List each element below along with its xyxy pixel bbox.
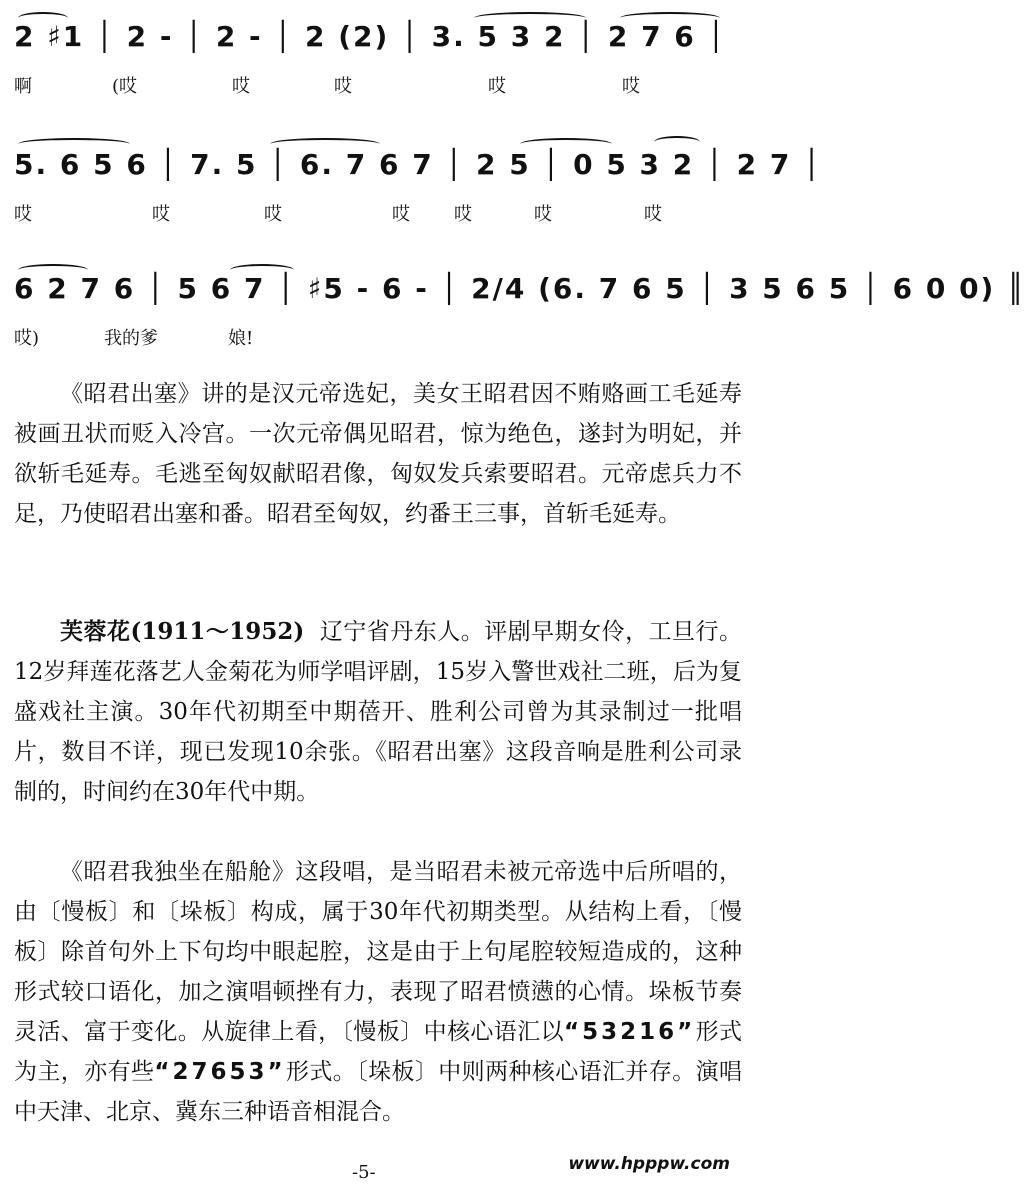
lyrics-row-1 — [14, 72, 744, 100]
lyrics-row-2 — [14, 200, 744, 228]
lyric: 我的爹 — [104, 328, 158, 349]
paragraph-2 — [14, 612, 742, 812]
score-row-3 — [0, 252, 1026, 372]
lyric: 啊 — [14, 76, 32, 97]
artist-bio: 辽宁省丹东人。评剧早期女伶，工旦行。12岁拜莲花落艺人金菊花为师学唱评剧，15岁入警世戏社二班，后为复盛戏社主演。30年代初期至中期蓓开、胜利公司曾为其录制过一批唱片，数目不详，现已发现10余张。《昭君出塞》这段音响是胜利公司录制的，时间约在30年代中期。 — [14, 619, 743, 805]
jianpu-notes-row-3: 6 2 7 6 │ 5 6 7 │ ♯5 - 6 - │ 2/4 (6. 7 6 5 │ 3 5 6 5 │ 6 0 0) ║ — [14, 272, 1026, 305]
score-row-2 — [0, 128, 822, 248]
artist-name: 芙蓉花(1911～1952) — [60, 618, 305, 645]
analysis-text: 《昭君我独坐在船舱》这段唱，是当昭君未被元帝选中后所唱的，由〔慢板〕和〔垛板〕构成，属于30年代初期类型。从结构上看，〔慢板〕除首句外上下句均中眼起腔，这是由于上句尾腔较短造成的，这种形式较口语化，加之演唱顿挫有力，表现了昭君愤懑的心情。垛板节奏灵活、富于变化。从旋律上看，〔慢板〕中核心语汇以 — [14, 859, 742, 1045]
lyric: (哎 — [112, 76, 138, 97]
score-row-1 — [0, 0, 750, 120]
lyric: 哎 — [264, 204, 282, 225]
lyric: 哎 — [232, 76, 250, 97]
lyric: 娘! — [228, 328, 254, 349]
slur — [654, 136, 700, 148]
jianpu-notes-row-1: 2 ♯1 │ 2 - │ 2 - │ 2 (2) │ 3. 5 3 2 │ 2 7 6 │ — [14, 20, 727, 53]
motif-2: “27653” — [154, 1059, 286, 1085]
paragraph-3 — [14, 852, 742, 1132]
paragraph-1: 《昭君出塞》讲的是汉元帝选妃，美女王昭君因不贿赂画工毛延寿被画丑状而贬入冷宫。一次元帝偶见昭君，惊为绝色，遂封为明妃，并欲斩毛延寿。毛逃至匈奴献昭君像，匈奴发兵索要昭君。元帝虑兵力不足，乃使昭君出塞和番。昭君至匈奴，约番王三事，首斩毛延寿。 — [14, 381, 742, 527]
lyric: 哎 — [644, 204, 662, 225]
analysis-text: 形式。〔垛板〕中则两种核心语汇并存。演唱中天津、北京、冀东三种语音相混合。 — [14, 1059, 743, 1125]
lyric: 哎) — [14, 328, 40, 349]
lyric: 哎 — [334, 76, 352, 97]
lyrics-row-3 — [14, 324, 744, 352]
lyric: 哎 — [488, 76, 506, 97]
lyric: 哎 — [534, 204, 552, 225]
analysis-text: 形式为主，亦有些 — [14, 1019, 743, 1085]
lyric: 哎 — [454, 204, 472, 225]
jianpu-notes-row-2: 5. 6 5 6 │ 7. 5 │ 6. 7 6 7 │ 2 5 │ 0 5 3 2 │ 2 7 │ — [14, 148, 822, 181]
motif-1: “53216” — [563, 1019, 696, 1045]
page-number: -5- — [352, 1162, 376, 1183]
lyric: 哎 — [392, 204, 410, 225]
lyric: 哎 — [14, 204, 32, 225]
lyric: 哎 — [152, 204, 170, 225]
watermark: www.hpppw.com — [568, 1154, 730, 1174]
lyric: 哎 — [622, 76, 640, 97]
